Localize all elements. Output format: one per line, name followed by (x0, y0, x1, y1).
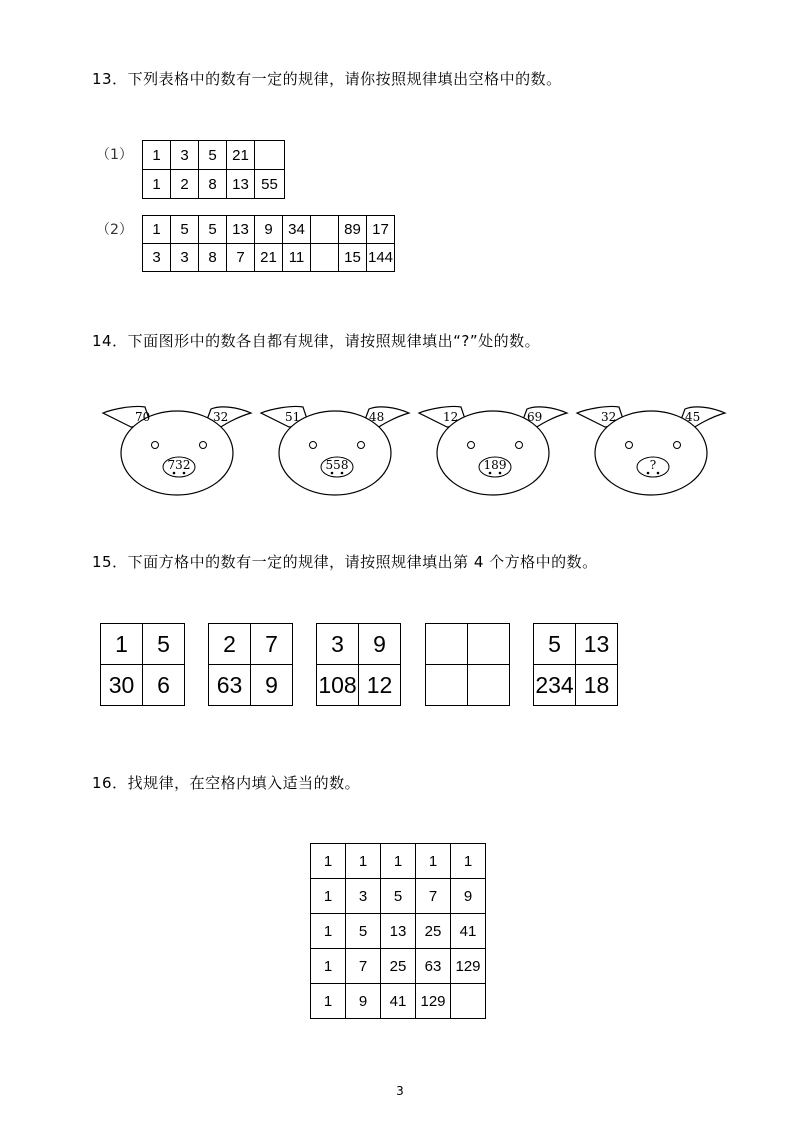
left-ear-number: 12 (443, 410, 459, 424)
table-cell: 1 (311, 984, 346, 1019)
q13-part1-label: （1） (96, 147, 133, 163)
box-cell: 9 (251, 665, 293, 706)
q16-table (310, 843, 486, 1019)
table-cell: 5 (171, 216, 199, 244)
question-15-title: 15．下面方格中的数有一定的规律，请按照规律填出第 4 个方格中的数。 (92, 553, 598, 571)
eye-icon (310, 442, 317, 449)
table-cell: 3 (171, 244, 199, 272)
question-16-title: 16．找规律，在空格内填入适当的数。 (92, 774, 361, 792)
table-cell: 41 (451, 914, 486, 949)
blank-cell[interactable] (468, 665, 510, 706)
pig-face (577, 406, 725, 495)
table-cell: 13 (227, 170, 255, 199)
table-cell: 34 (283, 216, 311, 244)
box-cell: 3 (317, 624, 359, 665)
blank-number-box (425, 623, 510, 706)
table-cell: 8 (199, 244, 227, 272)
table-cell: 3 (143, 244, 171, 272)
eye-icon (358, 442, 365, 449)
nose-number: 558 (325, 458, 349, 472)
table-cell: 129 (451, 949, 486, 984)
table-cell: 1 (311, 914, 346, 949)
table-cell: 21 (255, 244, 283, 272)
pig-face (261, 406, 409, 495)
table-cell: 3 (171, 141, 199, 170)
box-cell: 13 (576, 624, 618, 665)
blank-cell[interactable] (311, 216, 339, 244)
table-cell: 9 (451, 879, 486, 914)
left-ear-number: 51 (285, 410, 301, 424)
table-cell: 129 (416, 984, 451, 1019)
blank-cell[interactable] (426, 665, 468, 706)
q13-part1-table (142, 140, 285, 199)
table-cell: 9 (255, 216, 283, 244)
right-ear-number: 45 (685, 410, 701, 424)
blank-cell[interactable] (468, 624, 510, 665)
table-cell: 25 (381, 949, 416, 984)
question-14-title: 14．下面图形中的数各自都有规律，请按照规律填出“?”处的数。 (92, 332, 541, 350)
table-row (311, 879, 486, 914)
table-cell: 3 (346, 879, 381, 914)
right-ear-number: 69 (527, 410, 543, 424)
number-box (533, 623, 618, 706)
table-cell: 11 (283, 244, 311, 272)
box-cell: 6 (143, 665, 185, 706)
table-cell: 1 (143, 170, 171, 199)
table-cell: 1 (416, 844, 451, 879)
table-cell: 1 (311, 844, 346, 879)
table-cell: 7 (416, 879, 451, 914)
blank-cell[interactable] (255, 141, 285, 170)
table-cell: 25 (416, 914, 451, 949)
table-row (143, 244, 395, 272)
table-cell: 1 (451, 844, 486, 879)
table-row (143, 141, 285, 170)
table-cell: 5 (381, 879, 416, 914)
pig-face (103, 406, 251, 495)
table-cell: 2 (171, 170, 199, 199)
box-cell: 63 (209, 665, 251, 706)
table-cell: 1 (311, 879, 346, 914)
nose-number: 732 (167, 458, 191, 472)
table-cell: 89 (339, 216, 367, 244)
box-cell: 2 (209, 624, 251, 665)
table-cell: 144 (367, 244, 395, 272)
left-ear-number: 32 (601, 410, 617, 424)
table-cell: 13 (227, 216, 255, 244)
table-cell: 7 (346, 949, 381, 984)
eye-icon (152, 442, 159, 449)
table-cell: 55 (255, 170, 285, 199)
table-cell: 17 (367, 216, 395, 244)
table-row (311, 914, 486, 949)
table-cell: 8 (199, 170, 227, 199)
box-cell: 108 (317, 665, 359, 706)
eye-icon (626, 442, 633, 449)
right-ear-number: 48 (369, 410, 385, 424)
eye-icon (516, 442, 523, 449)
box-cell: 18 (576, 665, 618, 706)
table-cell: 5 (199, 216, 227, 244)
question-13-title: 13．下列表格中的数有一定的规律，请你按照规律填出空格中的数。 (92, 70, 562, 88)
number-box (100, 623, 185, 706)
table-cell: 1 (143, 141, 171, 170)
nose-number: 189 (483, 458, 507, 472)
table-cell: 41 (381, 984, 416, 1019)
blank-cell[interactable] (426, 624, 468, 665)
box-cell: 234 (534, 665, 576, 706)
table-cell: 15 (339, 244, 367, 272)
number-box (316, 623, 401, 706)
nose-number[interactable]: ? (649, 458, 657, 472)
box-cell: 7 (251, 624, 293, 665)
table-cell: 7 (227, 244, 255, 272)
table-cell: 21 (227, 141, 255, 170)
table-row (143, 216, 395, 244)
left-ear-number: 70 (135, 410, 151, 424)
box-cell: 1 (101, 624, 143, 665)
number-box (208, 623, 293, 706)
eye-icon (674, 442, 681, 449)
box-cell: 12 (359, 665, 401, 706)
table-row (311, 949, 486, 984)
eye-icon (468, 442, 475, 449)
pig-faces-figure (0, 395, 800, 505)
pig-face (419, 406, 567, 495)
box-cell: 9 (359, 624, 401, 665)
table-cell: 1 (381, 844, 416, 879)
table-cell: 9 (346, 984, 381, 1019)
table-cell: 1 (346, 844, 381, 879)
table-cell: 5 (346, 914, 381, 949)
box-cell: 5 (534, 624, 576, 665)
q13-part2-table (142, 215, 395, 272)
table-cell: 1 (143, 216, 171, 244)
box-cell: 30 (101, 665, 143, 706)
blank-cell[interactable] (311, 244, 339, 272)
box-cell: 5 (143, 624, 185, 665)
table-cell: 5 (199, 141, 227, 170)
table-cell: 1 (311, 949, 346, 984)
q13-part2-label: （2） (96, 222, 133, 238)
table-row (311, 844, 486, 879)
blank-cell[interactable] (451, 984, 486, 1019)
table-row (143, 170, 285, 199)
eye-icon (200, 442, 207, 449)
right-ear-number: 32 (213, 410, 229, 424)
table-cell: 63 (416, 949, 451, 984)
table-row (311, 984, 486, 1019)
page-number: 3 (396, 1084, 404, 1098)
table-cell: 13 (381, 914, 416, 949)
